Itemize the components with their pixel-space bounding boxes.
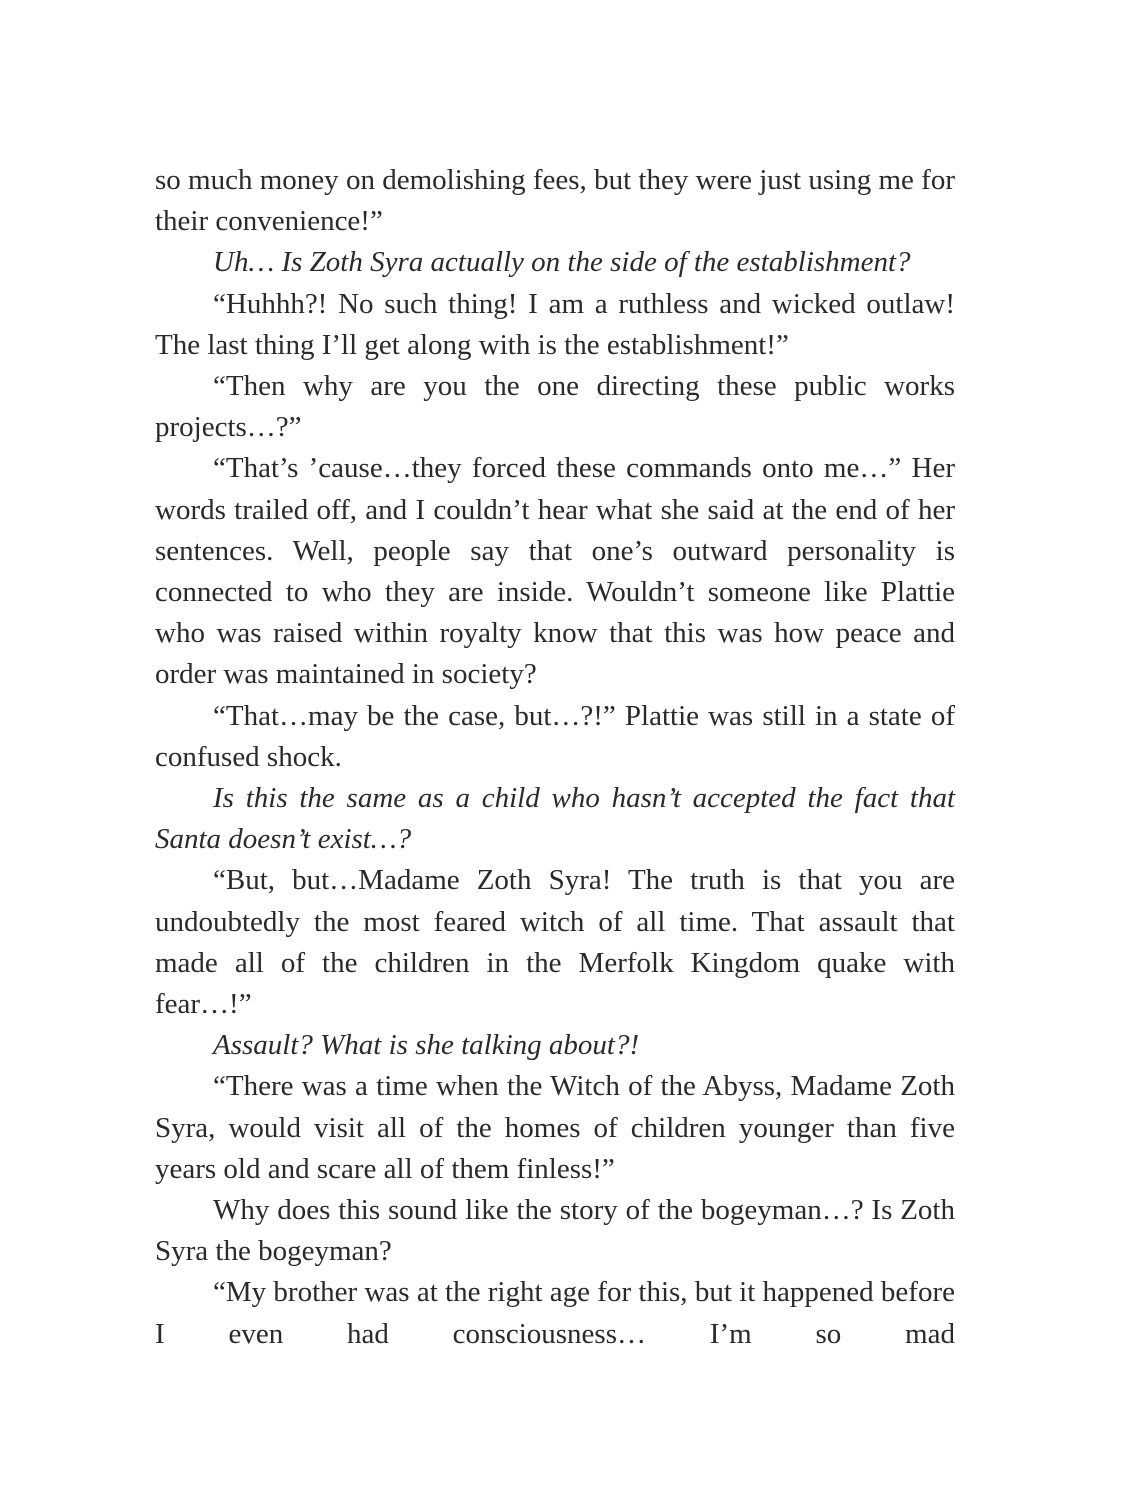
paragraph: “But, but…Madame Zoth Syra! The truth is that you are undoubtedly the most feared witch of all time. That assault that made all of the children in the Merfolk Kingdom quake with fear…!”: [155, 864, 955, 1021]
paragraph: so much money on demolishing fees, but they were just using me for their convenience!”: [155, 164, 955, 238]
paragraph: “There was a time when the Witch of the Abyss, Madame Zoth Syra, would visit all of the homes of children younger than five years old and scare all of them finless!”: [155, 1070, 955, 1185]
paragraph-continues: “My brother was at the right age for this, but it happened before I even had consciousness… I’m so mad: [155, 1276, 955, 1350]
paragraph: Why does this sound like the story of the bogeyman…? Is Zoth Syra the bogeyman?: [155, 1194, 955, 1268]
paragraph: “Then why are you the one directing these public works projects…?”: [155, 370, 955, 444]
paragraph-italic-thought: Is this the same as a child who hasn’t accepted the fact that Santa doesn’t exist…?: [155, 782, 955, 856]
paragraph: “That…may be the case, but…?!” Plattie was still in a state of confused shock.: [155, 699, 955, 773]
paragraph: “Huhhh?! No such thing! I am a ruthless and wicked outlaw! The last thing I’ll get along with is the establishment!”: [155, 287, 955, 361]
paragraph-italic-thought: Assault? What is she talking about?!: [213, 1029, 640, 1062]
paragraph-italic-thought: Uh… Is Zoth Syra actually on the side of the establishment?: [213, 246, 911, 279]
paragraph: “That’s ’cause…they forced these commands onto me…” Her words trailed off, and I couldn’t hear what she said at the end of her sentences. Well, people say that one’s outward personality is connected to who they are inside. Wouldn’t someone like Plattie who was raised within royalty know that this was how peace and order was maintained in society?: [155, 452, 955, 691]
book-page: [155, 160, 955, 1355]
